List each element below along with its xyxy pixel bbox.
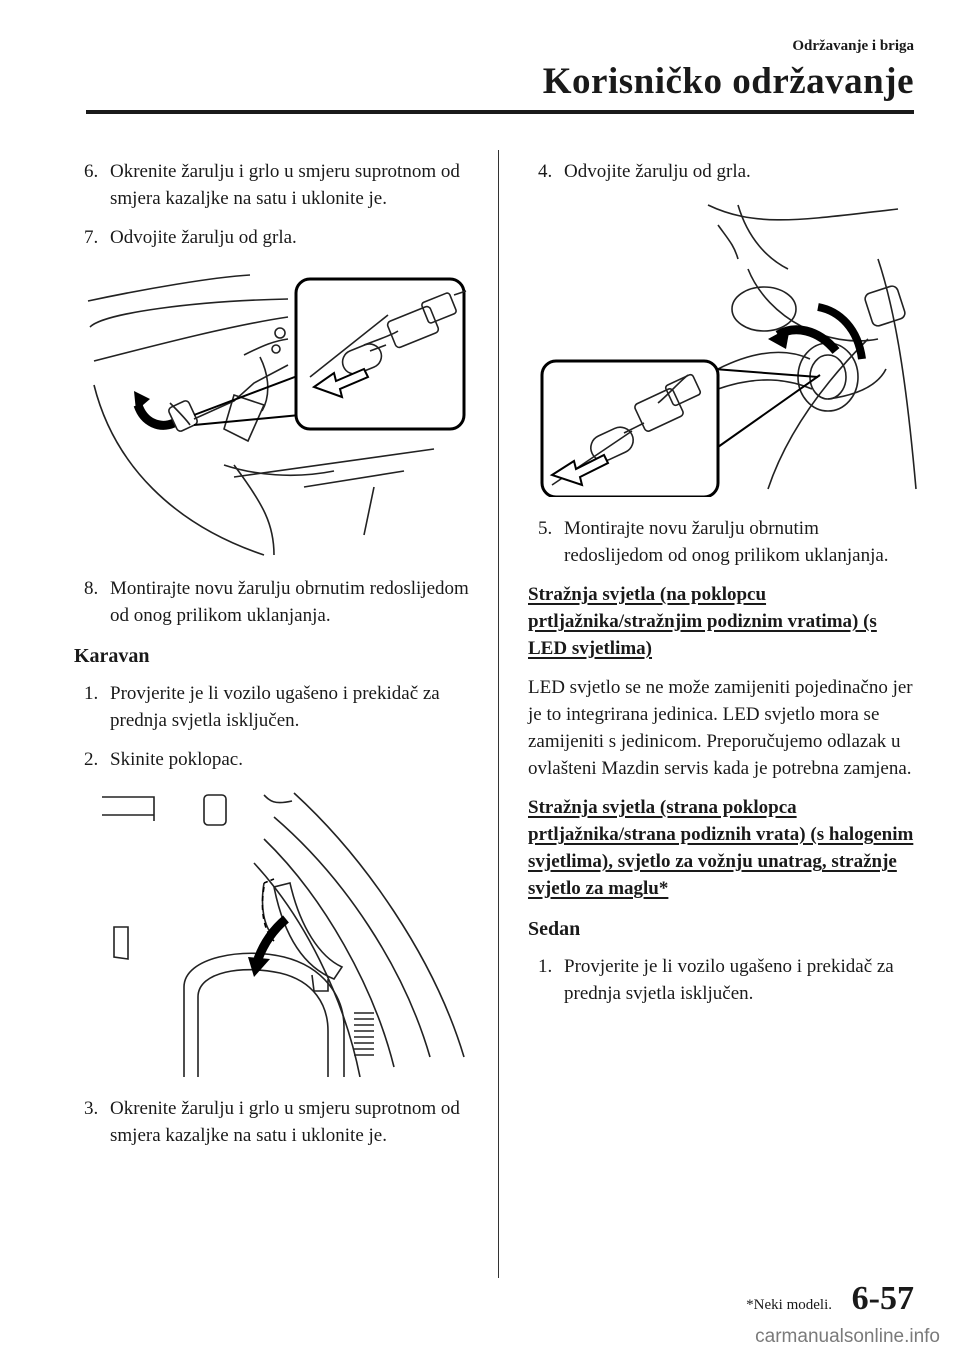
step-4 — [528, 158, 920, 185]
subheading-sedan: Sedan — [528, 918, 581, 940]
step-number: 3. — [84, 1098, 99, 1119]
step-text: Okrenite žarulju i grlo u smjeru suprotnom od smjera kazaljke na satu i uklonite je. — [110, 1098, 460, 1146]
step-number: 1. — [84, 683, 99, 704]
karavan-step-1 — [74, 680, 478, 734]
left-column — [74, 158, 478, 1161]
step-text: Montirajte novu žarulju obrnutim redoslijedom od onog prilikom uklanjanja. — [564, 518, 889, 566]
illustration-bulb-detach-wagon — [528, 199, 920, 497]
illustration-cover-removal-wagon — [74, 787, 470, 1077]
illustration-bulb-removal-sedan — [74, 265, 470, 557]
column-divider — [498, 150, 499, 1278]
step-number: 5. — [538, 518, 553, 539]
header-divider — [86, 110, 914, 114]
page-title: Korisničko održavanje — [542, 61, 914, 102]
section-title-halogen-rear-lights: Stražnja svjetla (strana poklopca prtljažnika/strana podiznih vrata) (s halogenim svjetlima), svjetlo za vožnju unatrag, stražnje svjetlo za maglu* — [528, 797, 914, 899]
step-6 — [74, 158, 478, 212]
right-column — [528, 158, 920, 1019]
karavan-step-2 — [74, 746, 478, 773]
step-text: Odvojite žarulju od grla. — [110, 227, 297, 248]
karavan-step-3 — [74, 1095, 478, 1149]
step-number: 8. — [84, 578, 99, 599]
step-text: Provjerite je li vozilo ugašeno i prekidač za prednja svjetla isključen. — [564, 956, 894, 1004]
page-number: 6-57 — [851, 1280, 914, 1317]
running-section-title: Održavanje i briga — [792, 38, 914, 54]
step-number: 2. — [84, 749, 99, 770]
watermark: carmanualsonline.info — [755, 1326, 940, 1347]
step-text: Provjerite je li vozilo ugašeno i prekidač za prednja svjetla isključen. — [110, 683, 440, 731]
sedan-step-1 — [528, 953, 920, 1007]
step-text: Montirajte novu žarulju obrnutim redoslijedom od onog prilikom uklanjanja. — [110, 578, 469, 626]
step-text: Skinite poklopac. — [110, 749, 243, 770]
footnote: *Neki modeli. — [746, 1297, 832, 1313]
step-text: Odvojite žarulju od grla. — [564, 161, 751, 182]
section-body-led-rear-lights: LED svjetlo se ne može zamijeniti pojedinačno jer je to integrirana jedinica. LED svjetlo mora se zamijeniti s jedinicom. Preporučujemo odlazak u ovlašteni Mazdin servis kada je potrebna zamjena. — [528, 677, 913, 779]
step-number: 4. — [538, 161, 553, 182]
step-number: 1. — [538, 956, 553, 977]
subheading-karavan: Karavan — [74, 645, 150, 667]
step-number: 6. — [84, 161, 99, 182]
step-text: Okrenite žarulju i grlo u smjeru suprotnom od smjera kazaljke na satu i uklonite je. — [110, 161, 460, 209]
step-number: 7. — [84, 227, 99, 248]
step-5 — [528, 515, 920, 569]
step-7 — [74, 224, 478, 251]
section-title-led-rear-lights: Stražnja svjetla (na poklopcu prtljažnika/stražnjim podiznim vratima) (s LED svjetlima) — [528, 584, 877, 659]
step-8 — [74, 575, 478, 629]
